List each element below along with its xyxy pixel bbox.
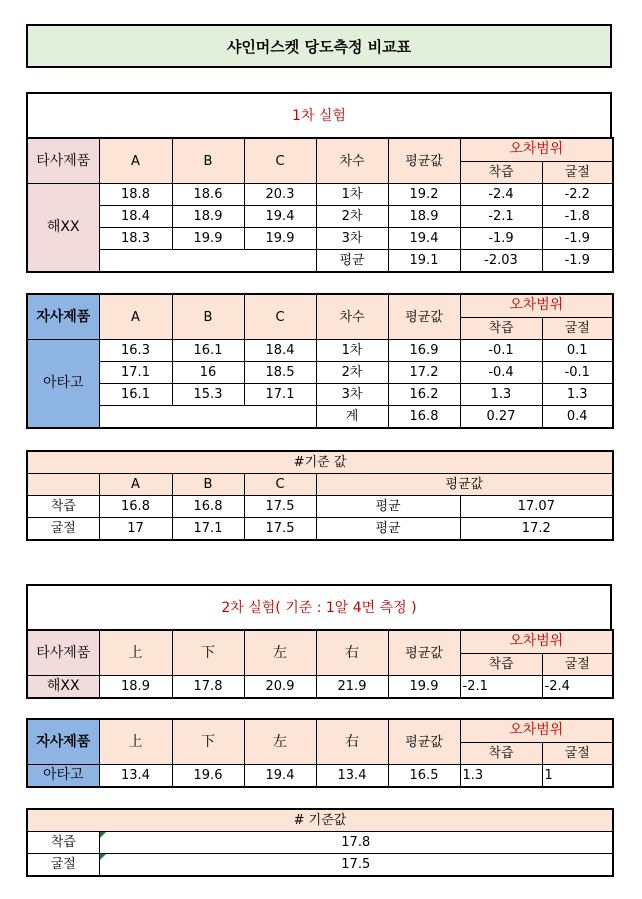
summary-refract: 0.4 [542,406,613,429]
col-header-c: C [244,138,316,184]
empty-cell [99,250,316,273]
exp2-heading: 2차 실험( 기준 : 1알 4면 측정 ) [27,585,611,631]
empty-cell [99,406,316,429]
exp1-heading: 1차 실험 [27,93,611,139]
col-header-c: C [244,474,316,496]
summary-label: 평균 [316,250,388,273]
cell: 0.1 [542,340,613,362]
cell: 17.1 [99,362,172,384]
col-header-b: B [172,294,244,340]
col-header-top: 上 [99,630,172,676]
cell: -2.2 [542,184,613,206]
col-header-refract: 굴절 [542,317,613,340]
cell: 17.2 [460,518,613,541]
cell: 19.6 [172,765,244,788]
cell: 20.9 [244,676,316,699]
cell: -0.1 [460,340,542,362]
col-header-a: A [99,474,172,496]
cell: 16.8 [99,496,172,518]
col-header-average: 평균값 [388,719,460,765]
cell: -0.4 [460,362,542,384]
col-header-left: 左 [244,630,316,676]
col-header-refract: 굴절 [542,161,613,184]
cell: -1.9 [542,228,613,250]
cell: 18.6 [172,184,244,206]
row-label-juice: 착즙 [27,832,99,854]
cell: 15.3 [172,384,244,406]
col-header-round: 차수 [316,138,388,184]
error-range-header: 오차범위 [460,630,613,653]
row-label-juice: 착즙 [27,496,99,518]
col-header-right: 右 [316,630,388,676]
cell: 17.1 [172,518,244,541]
cell: 18.8 [99,184,172,206]
error-range-header: 오차범위 [460,294,613,317]
col-header-refract: 굴절 [542,653,613,676]
cell: 16.8 [172,496,244,518]
cell: 3차 [316,228,388,250]
cell: -2.4 [460,184,542,206]
exp2-competitor-product: 해XX [27,676,99,699]
cell: 17.1 [244,384,316,406]
cell: -2.1 [460,676,542,699]
page-title: 샤인머스켓 당도측정 비교표 [26,24,612,68]
exp1-competitor-product: 해XX [27,184,99,273]
cell: 17.5 [244,496,316,518]
cell: -1.9 [460,228,542,250]
col-header-round: 차수 [316,294,388,340]
exp1-own-table [26,293,614,429]
cell: 2차 [316,206,388,228]
col-header-c: C [244,294,316,340]
row-label-refract: 굴절 [27,518,99,541]
cell: 16.2 [388,384,460,406]
col-header-average: 평균값 [388,630,460,676]
cell: 2차 [316,362,388,384]
exp1-heading-table [26,92,612,140]
exp2-heading-table [26,584,612,632]
cell: 17.5 [244,518,316,541]
col-header-b: B [172,138,244,184]
error-range-header: 오차범위 [460,719,613,742]
cell: -2.1 [460,206,542,228]
cell: 1 [542,765,613,788]
cell: 16 [172,362,244,384]
cell: 18.9 [172,206,244,228]
cell: 21.9 [316,676,388,699]
col-header-left: 左 [244,719,316,765]
exp1-reference-table [26,450,614,541]
cell: 20.3 [244,184,316,206]
cell: -2.4 [542,676,613,699]
col-header-juice: 착즙 [460,653,542,676]
summary-juice: 0.27 [460,406,542,429]
col-header-juice: 착즙 [460,161,542,184]
cell: 19.2 [388,184,460,206]
cell: 16.5 [388,765,460,788]
col-header-average: 평균값 [388,138,460,184]
cell: 18.9 [388,206,460,228]
col-header-right: 右 [316,719,388,765]
reference-title: # 기준값 [27,809,613,832]
summary-label: 계 [316,406,388,429]
cell: 16.1 [99,384,172,406]
cell: 18.4 [99,206,172,228]
exp2-own-product: 아타고 [27,765,99,788]
cell: 19.9 [244,228,316,250]
cell: 13.4 [316,765,388,788]
col-header-juice: 착즙 [460,742,542,765]
col-header-bottom: 下 [172,719,244,765]
col-header-juice: 착즙 [460,317,542,340]
cell: 13.4 [99,765,172,788]
cell: 17.2 [388,362,460,384]
col-header-average: 평균값 [316,474,613,496]
error-range-header: 오차범위 [460,138,613,161]
cell: 19.4 [244,206,316,228]
exp2-reference-table [26,808,614,877]
exp1-competitor-table [26,137,614,273]
col-header-b: B [172,474,244,496]
cell: 17.5 [99,854,613,877]
exp2-competitor-label: 타사제품 [27,630,99,676]
cell: 18.3 [99,228,172,250]
cell: 18.9 [99,676,172,699]
exp1-own-product: 아타고 [27,340,99,429]
cell: 3차 [316,384,388,406]
col-header-top: 上 [99,719,172,765]
cell: 16.3 [99,340,172,362]
exp2-competitor-table [26,629,614,699]
row-label-refract: 굴절 [27,854,99,877]
cell: 1차 [316,340,388,362]
col-header-a: A [99,294,172,340]
cell: 평균 [316,496,460,518]
col-header-a: A [99,138,172,184]
col-header-refract: 굴절 [542,742,613,765]
cell: 17.8 [172,676,244,699]
summary-refract: -1.9 [542,250,613,273]
col-header-bottom: 下 [172,630,244,676]
summary-average: 19.1 [388,250,460,273]
col-header-average: 평균값 [388,294,460,340]
cell: 16.9 [388,340,460,362]
empty-cell [27,474,99,496]
cell: 16.1 [172,340,244,362]
summary-average: 16.8 [388,406,460,429]
cell: 17.8 [99,832,613,854]
cell: 18.5 [244,362,316,384]
exp1-own-label: 자사제품 [27,294,99,340]
cell: 1.3 [460,384,542,406]
cell: -1.8 [542,206,613,228]
cell: -0.1 [542,362,613,384]
cell: 17.07 [460,496,613,518]
cell: 18.4 [244,340,316,362]
cell: 17 [99,518,172,541]
summary-juice: -2.03 [460,250,542,273]
exp1-competitor-label: 타사제품 [27,138,99,184]
cell: 19.4 [388,228,460,250]
exp2-own-label: 자사제품 [27,719,99,765]
cell: 1차 [316,184,388,206]
cell: 19.9 [172,228,244,250]
cell: 19.4 [244,765,316,788]
cell: 1.3 [542,384,613,406]
cell: 1.3 [460,765,542,788]
cell: 평균 [316,518,460,541]
exp2-own-table [26,718,614,788]
cell: 19.9 [388,676,460,699]
reference-title: #기준 값 [27,451,613,474]
